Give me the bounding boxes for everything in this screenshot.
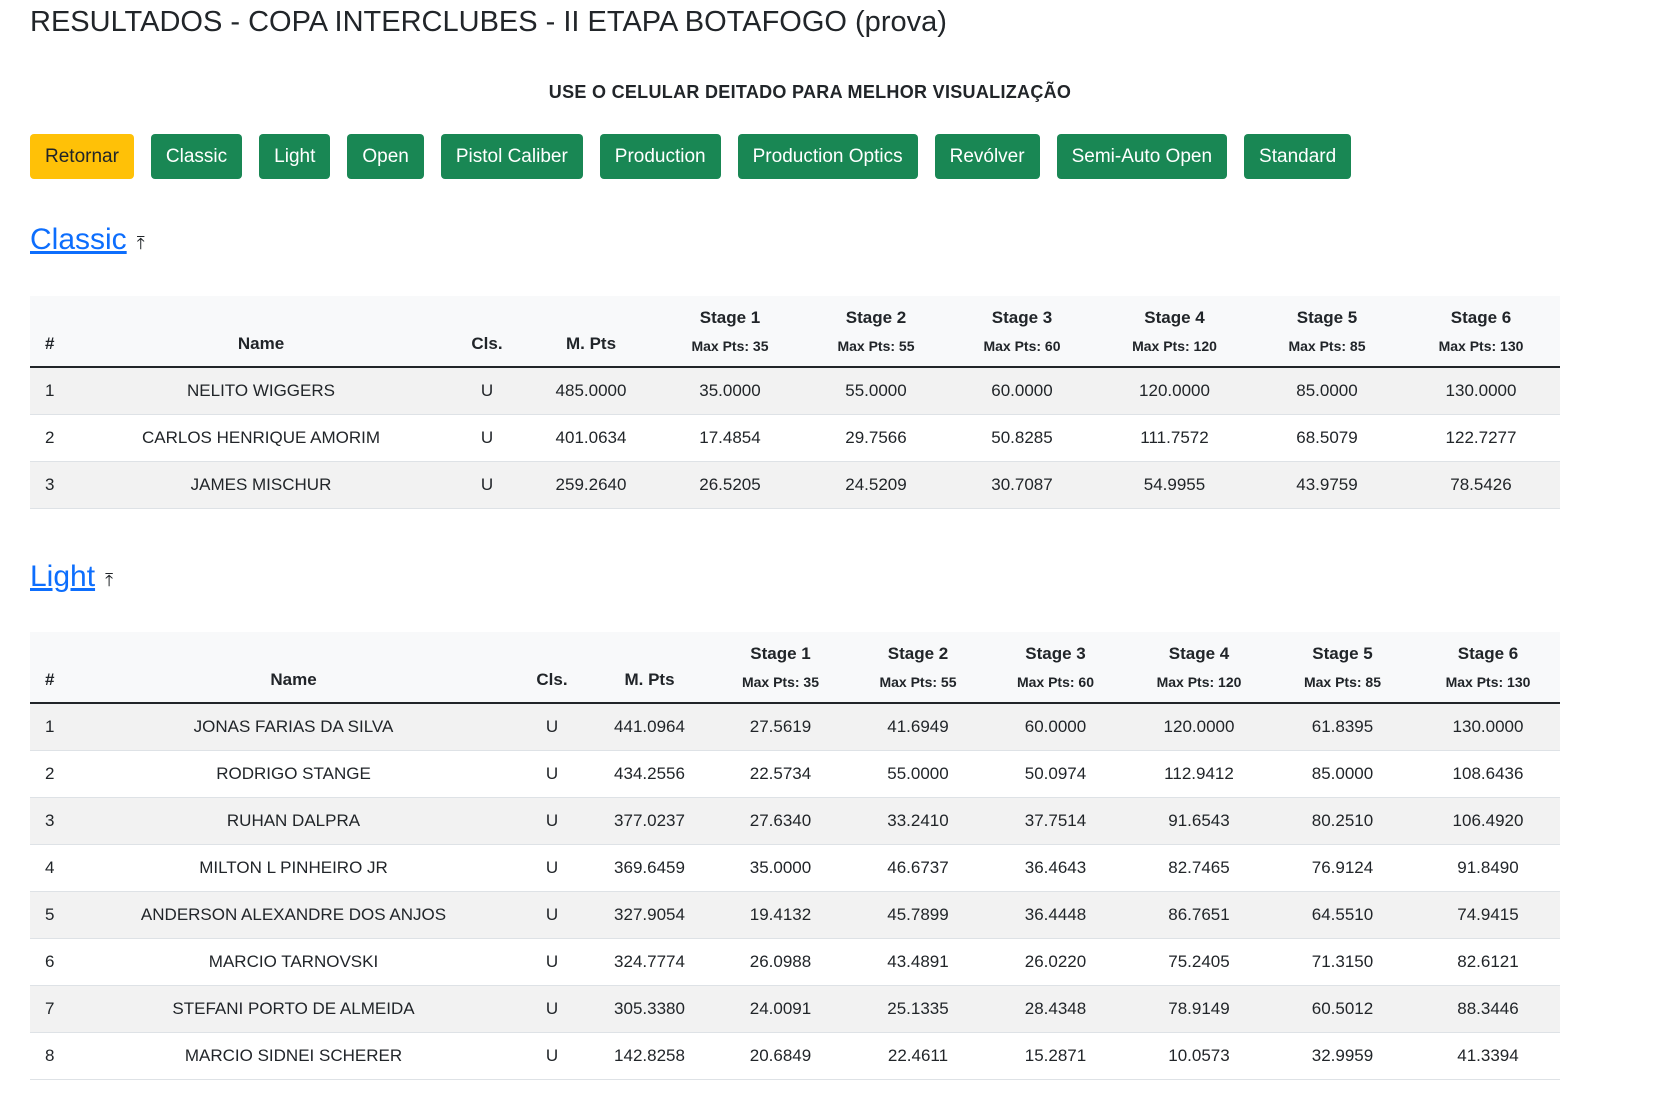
cell-name: NELITO WIGGERS (75, 367, 447, 415)
stage-max-points: Max Pts: 60 (1016, 674, 1095, 690)
cell-stage-1: 35.0000 (655, 367, 805, 415)
cell-stage-5: 43.9759 (1252, 462, 1402, 509)
cell-name: JAMES MISCHUR (75, 462, 447, 509)
cell-stage-6: 82.6121 (1416, 939, 1560, 986)
col-header-stage (1402, 296, 1560, 367)
cell-class: U (512, 751, 592, 798)
cell-rank: 5 (30, 892, 75, 939)
cell-stage-1: 26.5205 (655, 462, 805, 509)
cell-stage-1: 24.0091 (707, 986, 854, 1033)
cell-stage-3: 50.0974 (982, 751, 1129, 798)
cell-stage-2: 55.0000 (805, 367, 947, 415)
table-row (30, 798, 1560, 845)
cell-match-points: 441.0964 (592, 703, 707, 751)
table-header (30, 296, 1560, 367)
stage-max-points: Max Pts: 55 (879, 674, 957, 690)
cell-stage-6: 41.3394 (1416, 1033, 1560, 1080)
cell-stage-2: 24.5209 (805, 462, 947, 509)
cell-rank: 4 (30, 845, 75, 892)
cell-rank: 2 (30, 415, 75, 462)
cell-name: STEFANI PORTO DE ALMEIDA (75, 986, 512, 1033)
cell-stage-1: 19.4132 (707, 892, 854, 939)
col-header-stage (1416, 632, 1560, 703)
division-button-open[interactable]: Open (347, 134, 423, 179)
cell-stage-5: 60.5012 (1269, 986, 1416, 1033)
orientation-notice: USE O CELULAR DEITADO PARA MELHOR VISUALIZAÇÃO (548, 82, 1072, 102)
cell-stage-4: 120.0000 (1129, 703, 1269, 751)
col-header-match-points: M. Pts (592, 632, 707, 703)
results-table-light (30, 632, 1560, 1080)
cell-stage-4: 75.2405 (1129, 939, 1269, 986)
stage-max-points: Max Pts: 60 (983, 338, 1061, 354)
division-button-production[interactable]: Production (600, 134, 721, 179)
cell-stage-2: 22.4611 (854, 1033, 982, 1080)
stage-label: Stage 5 (1296, 308, 1358, 327)
cell-class: U (512, 1033, 592, 1080)
back-to-top-icon[interactable]: ⤒ (105, 570, 114, 590)
table-row (30, 1033, 1560, 1080)
cell-stage-6: 122.7277 (1402, 415, 1560, 462)
cell-stage-2: 46.6737 (854, 845, 982, 892)
cell-stage-1: 22.5734 (707, 751, 854, 798)
stage-label: Stage 5 (1312, 644, 1373, 663)
division-button-light[interactable]: Light (259, 134, 330, 179)
cell-stage-5: 32.9959 (1269, 1033, 1416, 1080)
return-button[interactable]: Retornar (30, 134, 134, 179)
cell-stage-1: 35.0000 (707, 845, 854, 892)
col-header-name: Name (75, 296, 447, 367)
cell-match-points: 401.0634 (527, 415, 655, 462)
col-header-match-points: M. Pts (527, 296, 655, 367)
stage-label: Stage 6 (1457, 644, 1519, 663)
cell-stage-4: 54.9955 (1097, 462, 1252, 509)
col-header-rank: # (30, 296, 75, 367)
back-to-top-icon[interactable]: ⤒ (136, 233, 145, 253)
stage-label: Stage 2 (887, 644, 949, 663)
cell-stage-2: 55.0000 (854, 751, 982, 798)
stage-label: Stage 6 (1450, 308, 1512, 327)
cell-rank: 3 (30, 798, 75, 845)
cell-stage-1: 20.6849 (707, 1033, 854, 1080)
col-header-stage (982, 632, 1129, 703)
col-header-stage (854, 632, 982, 703)
table-row (30, 703, 1560, 751)
cell-stage-4: 86.7651 (1129, 892, 1269, 939)
stage-max-points: Max Pts: 120 (1132, 338, 1217, 354)
cell-stage-3: 60.0000 (947, 367, 1097, 415)
cell-stage-3: 50.8285 (947, 415, 1097, 462)
cell-class: U (512, 703, 592, 751)
cell-match-points: 324.7774 (592, 939, 707, 986)
cell-name: RODRIGO STANGE (75, 751, 512, 798)
cell-stage-5: 76.9124 (1269, 845, 1416, 892)
cell-stage-6: 108.6436 (1416, 751, 1560, 798)
table-row (30, 751, 1560, 798)
cell-stage-2: 29.7566 (805, 415, 947, 462)
col-header-stage (707, 632, 854, 703)
cell-rank: 7 (30, 986, 75, 1033)
stage-max-points: Max Pts: 130 (1438, 338, 1524, 354)
results-table-classic (30, 296, 1560, 509)
cell-name: MARCIO TARNOVSKI (75, 939, 512, 986)
cell-stage-3: 36.4448 (982, 892, 1129, 939)
cell-stage-4: 82.7465 (1129, 845, 1269, 892)
table-row (30, 415, 1560, 462)
cell-stage-5: 61.8395 (1269, 703, 1416, 751)
stage-max-points: Max Pts: 35 (691, 338, 769, 354)
cell-rank: 8 (30, 1033, 75, 1080)
cell-stage-1: 17.4854 (655, 415, 805, 462)
stage-max-points: Max Pts: 85 (1288, 338, 1366, 354)
cell-stage-5: 68.5079 (1252, 415, 1402, 462)
stage-label: Stage 3 (991, 308, 1053, 327)
cell-stage-4: 78.9149 (1129, 986, 1269, 1033)
table-row (30, 845, 1560, 892)
cell-stage-4: 91.6543 (1129, 798, 1269, 845)
cell-name: JONAS FARIAS DA SILVA (75, 703, 512, 751)
cell-match-points: 434.2556 (592, 751, 707, 798)
cell-stage-5: 85.0000 (1269, 751, 1416, 798)
cell-stage-3: 28.4348 (982, 986, 1129, 1033)
cell-stage-6: 106.4920 (1416, 798, 1560, 845)
cell-class: U (512, 939, 592, 986)
cell-rank: 2 (30, 751, 75, 798)
cell-stage-3: 60.0000 (982, 703, 1129, 751)
cell-stage-5: 80.2510 (1269, 798, 1416, 845)
col-header-stage (947, 296, 1097, 367)
cell-match-points: 142.8258 (592, 1033, 707, 1080)
cell-stage-4: 120.0000 (1097, 367, 1252, 415)
cell-stage-6: 91.8490 (1416, 845, 1560, 892)
col-header-class: Cls. (447, 296, 527, 367)
cell-stage-3: 15.2871 (982, 1033, 1129, 1080)
stage-label: Stage 4 (1144, 308, 1205, 327)
cell-rank: 3 (30, 462, 75, 509)
cell-stage-6: 78.5426 (1402, 462, 1560, 509)
stage-label: Stage 2 (845, 308, 907, 327)
cell-rank: 1 (30, 703, 75, 751)
cell-stage-5: 64.5510 (1269, 892, 1416, 939)
cell-stage-2: 33.2410 (854, 798, 982, 845)
cell-stage-2: 45.7899 (854, 892, 982, 939)
division-nav (30, 134, 1631, 180)
cell-class: U (512, 986, 592, 1033)
division-button-semi-auto-open[interactable]: Semi-Auto Open (1057, 134, 1227, 179)
table-row (30, 462, 1560, 509)
cell-stage-4: 112.9412 (1129, 751, 1269, 798)
table-body (30, 703, 1560, 1080)
division-button-revolver[interactable]: Revólver (935, 134, 1040, 179)
col-header-name: Name (75, 632, 512, 703)
cell-match-points: 485.0000 (527, 367, 655, 415)
cell-class: U (512, 845, 592, 892)
cell-class: U (512, 892, 592, 939)
section-link-light[interactable]: Light (30, 560, 96, 593)
col-header-stage (655, 296, 805, 367)
stage-label: Stage 1 (750, 644, 811, 663)
cell-name: MARCIO SIDNEI SCHERER (75, 1033, 512, 1080)
cell-stage-1: 26.0988 (707, 939, 854, 986)
cell-match-points: 327.9054 (592, 892, 707, 939)
col-header-stage (1097, 296, 1252, 367)
cell-stage-4: 10.0573 (1129, 1033, 1269, 1080)
cell-stage-6: 74.9415 (1416, 892, 1560, 939)
stage-max-points: Max Pts: 55 (837, 338, 915, 354)
table-row (30, 892, 1560, 939)
table-row (30, 367, 1560, 415)
stage-label: Stage 4 (1168, 644, 1230, 663)
cell-class: U (447, 462, 527, 509)
table-row (30, 939, 1560, 986)
cell-match-points: 377.0237 (592, 798, 707, 845)
stage-max-points: Max Pts: 130 (1445, 674, 1531, 690)
section-heading-classic (30, 220, 1631, 260)
stage-max-points: Max Pts: 85 (1303, 674, 1382, 690)
division-button-classic[interactable]: Classic (151, 134, 242, 179)
col-header-stage (1269, 632, 1416, 703)
cell-name: CARLOS HENRIQUE AMORIM (75, 415, 447, 462)
cell-stage-4: 111.7572 (1097, 415, 1252, 462)
cell-match-points: 305.3380 (592, 986, 707, 1033)
cell-stage-2: 43.4891 (854, 939, 982, 986)
cell-stage-1: 27.5619 (707, 703, 854, 751)
cell-name: RUHAN DALPRA (75, 798, 512, 845)
cell-stage-2: 25.1335 (854, 986, 982, 1033)
cell-stage-6: 130.0000 (1402, 367, 1560, 415)
col-header-stage (805, 296, 947, 367)
cell-stage-3: 26.0220 (982, 939, 1129, 986)
col-header-stage (1252, 296, 1402, 367)
section-link-classic[interactable]: Classic (30, 223, 127, 256)
col-header-rank: # (30, 632, 75, 703)
cell-class: U (447, 415, 527, 462)
cell-match-points: 259.2640 (527, 462, 655, 509)
cell-rank: 6 (30, 939, 75, 986)
cell-stage-3: 30.7087 (947, 462, 1097, 509)
cell-stage-5: 71.3150 (1269, 939, 1416, 986)
cell-stage-6: 88.3446 (1416, 986, 1560, 1033)
stage-label: Stage 1 (699, 308, 761, 327)
cell-stage-5: 85.0000 (1252, 367, 1402, 415)
division-button-production-optics[interactable]: Production Optics (738, 134, 918, 179)
cell-stage-2: 41.6949 (854, 703, 982, 751)
cell-stage-1: 27.6340 (707, 798, 854, 845)
division-button-pistol-caliber[interactable]: Pistol Caliber (441, 134, 583, 179)
table-header (30, 632, 1560, 703)
cell-name: MILTON L PINHEIRO JR (75, 845, 512, 892)
cell-match-points: 369.6459 (592, 845, 707, 892)
section-heading-light (30, 557, 1631, 597)
cell-rank: 1 (30, 367, 75, 415)
cell-class: U (512, 798, 592, 845)
col-header-stage (1129, 632, 1269, 703)
cell-stage-3: 36.4643 (982, 845, 1129, 892)
page-title: RESULTADOS - COPA INTERCLUBES - II ETAPA BOTAFOGO (prova) (30, 6, 947, 38)
stage-label: Stage 3 (1025, 644, 1086, 663)
stage-max-points: Max Pts: 120 (1156, 674, 1242, 690)
cell-stage-6: 130.0000 (1416, 703, 1560, 751)
cell-stage-3: 37.7514 (982, 798, 1129, 845)
col-header-class: Cls. (512, 632, 592, 703)
cell-name: ANDERSON ALEXANDRE DOS ANJOS (75, 892, 512, 939)
stage-max-points: Max Pts: 35 (741, 674, 820, 690)
table-body (30, 367, 1560, 509)
table-row (30, 986, 1560, 1033)
cell-class: U (447, 367, 527, 415)
division-button-standard[interactable]: Standard (1244, 134, 1351, 179)
